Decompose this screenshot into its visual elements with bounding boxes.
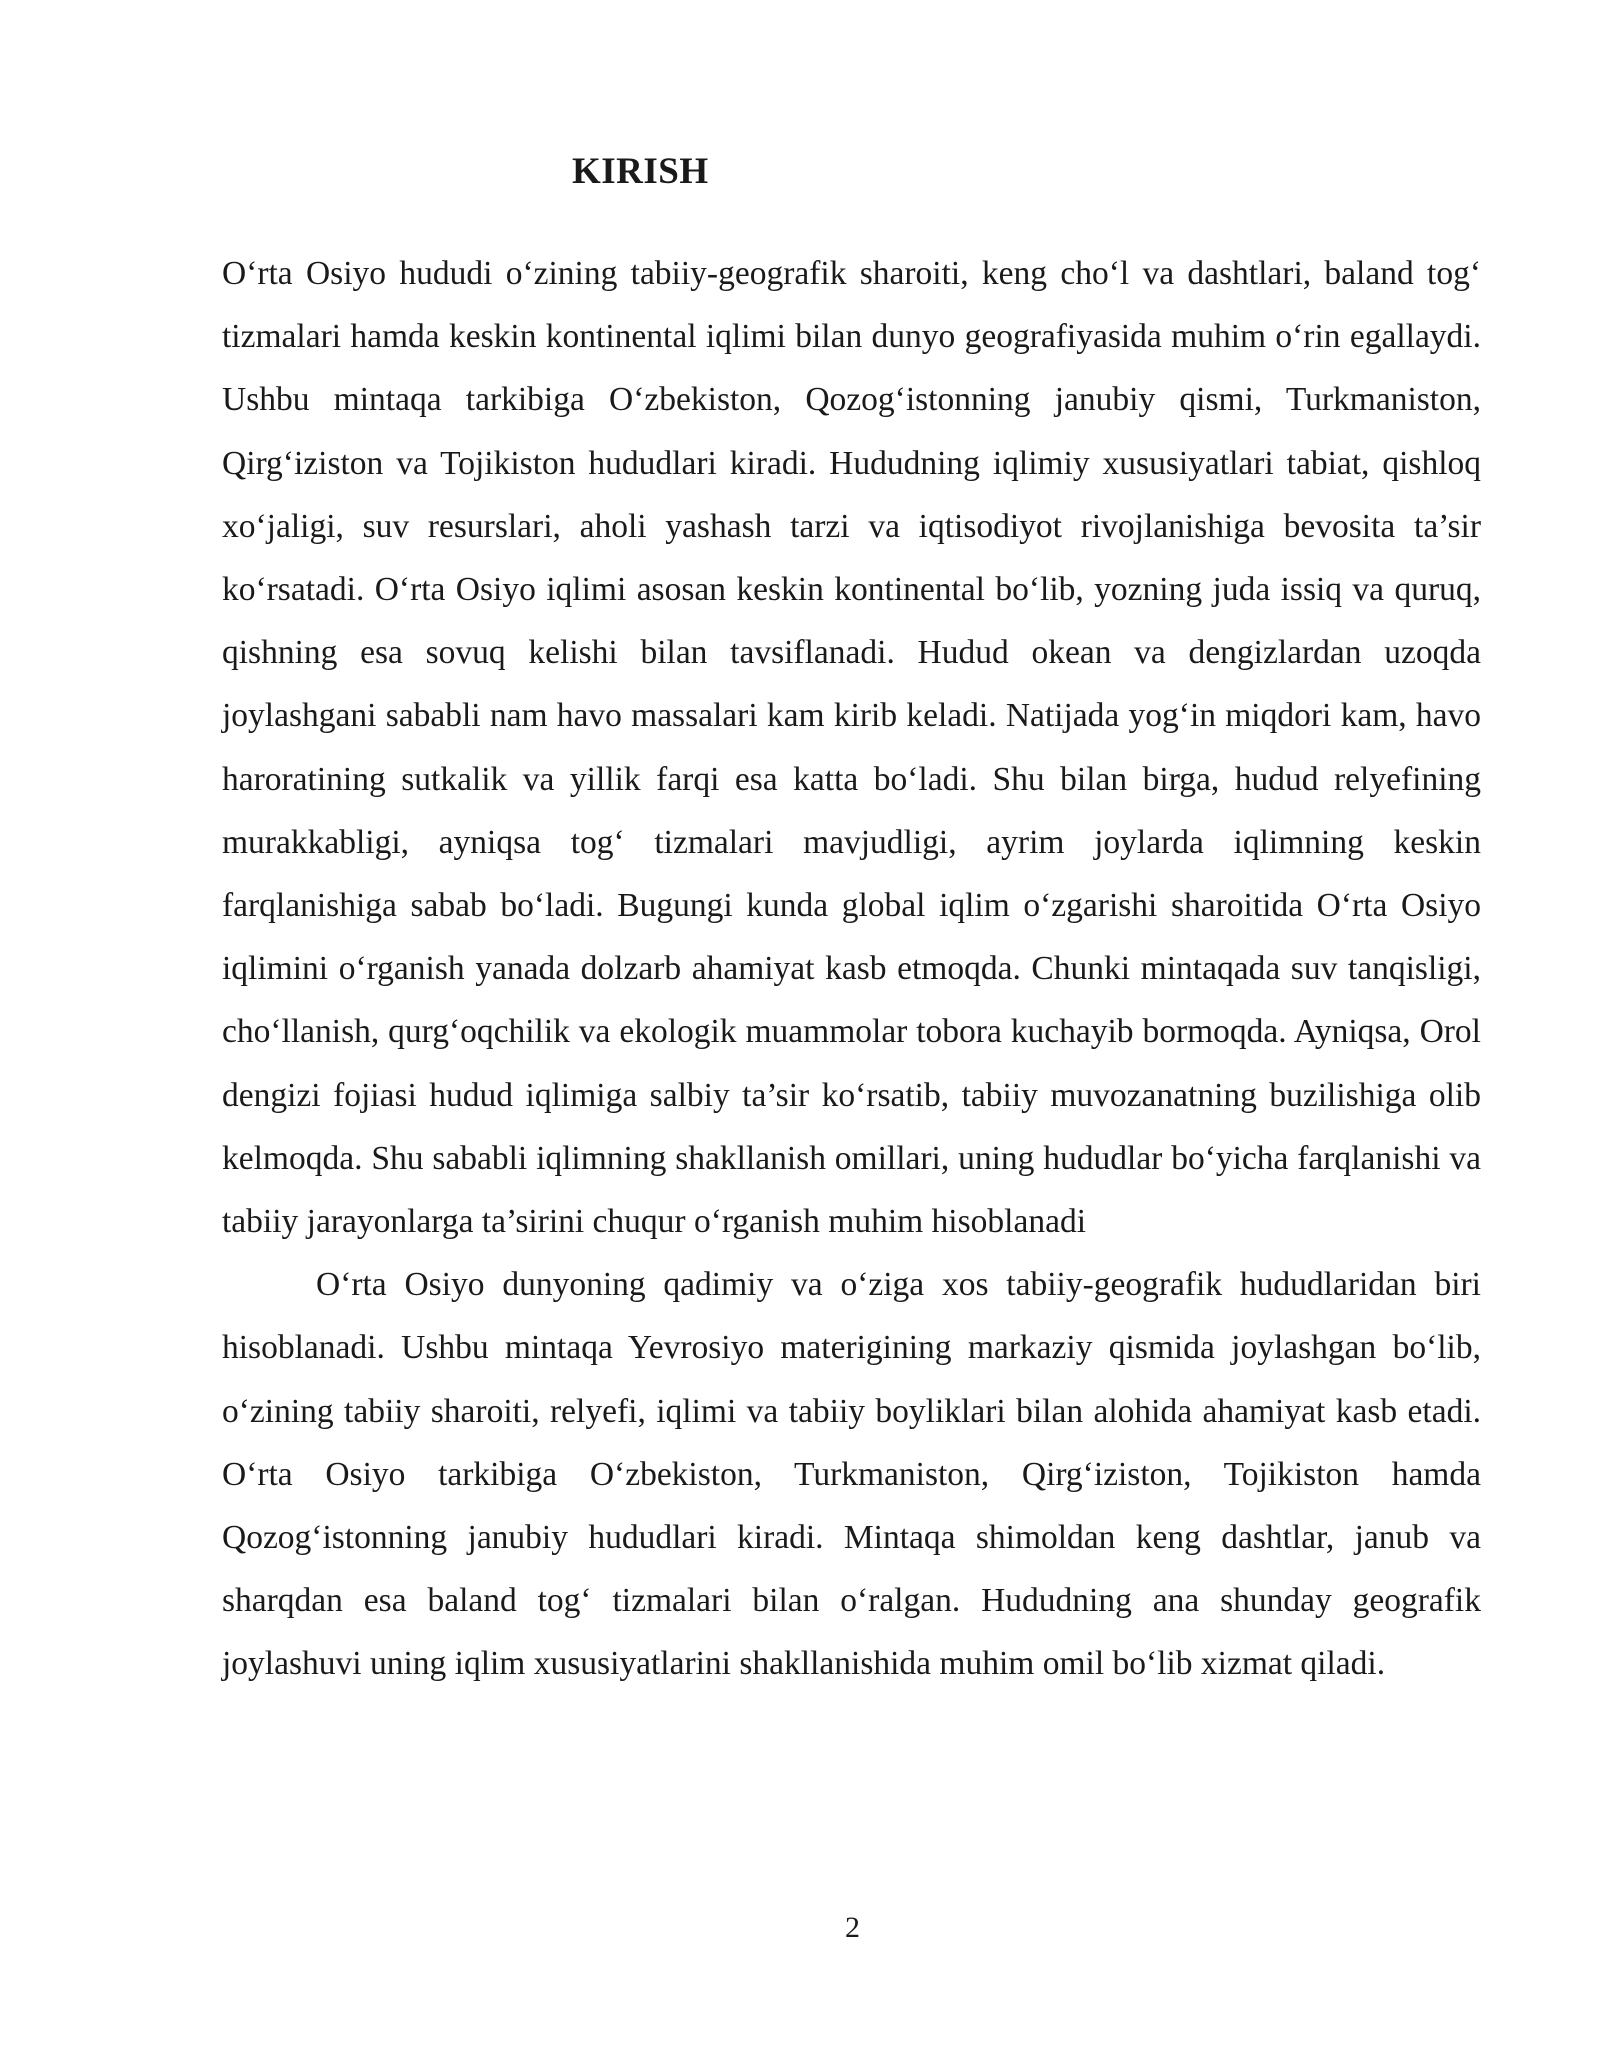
paragraph-1: O‘rta Osiyo hududi o‘zining tabiiy-geografik sharoiti, keng cho‘l va dashtlari, baland tog‘ tizmalari hamda keskin kontinental iqlimi bilan dunyo geografiyasida muhim o‘rin egallaydi. Ushbu mintaqa tarkibiga O‘zbekiston, Qozog‘istonning janubiy qismi, Turkmaniston, Qirg‘iziston va Tojikiston hududlari kiradi. Hududning iqlimiy xususiyatlari tabiat, qishloq xo‘jaligi, suv resurslari, aholi yashash tarzi va iqtisodiyot rivojlanishiga bevosita ta’sir ko‘rsatadi. O‘rta Osiyo iqlimi asosan keskin kontinental bo‘lib, yozning juda issiq va quruq, qishning esa sovuq kelishi bilan tavsiflanadi. Hudud okean va dengizlardan uzoqda joylashgani sababli nam havo massalari kam kirib keladi. Natijada yog‘in miqdori kam, havo haroratining sutkalik va yillik farqi esa katta bo‘ladi. Shu bilan birga, hudud relyefining murakkabligi, ayniqsa tog‘ tizmalari mavjudligi, ayrim joylarda iqlimning keskin farqlanishiga sabab bo‘ladi. Bugungi kunda global iqlim o‘zgarishi sharoitida O‘rta Osiyo iqlimini o‘rganish yanada dolzarb ahamiyat kasb etmoqda. Chunki mintaqada suv tanqisligi, cho‘llanish, qurg‘oqchilik va ekologik muammolar tobora kuchayib bormoqda. Ayniqsa, Orol dengizi fojiasi hudud iqlimiga salbiy ta’sir ko‘rsatib, tabiiy muvozanatning buzilishiga olib kelmoqda. Shu sababli iqlimning shakllanish omillari, uning hududlar bo‘yicha farqlanishi va tabiiy jarayonlarga ta’sirini chuqur o‘rganish muhim hisoblanadi <box>222 255 1481 1241</box>
body-text <box>222 242 1481 1696</box>
page-number: 2 <box>845 1911 860 1944</box>
paragraph-2: O‘rta Osiyo dunyoning qadimiy va o‘ziga xos tabiiy-geografik hududlaridan biri hisoblanadi. Ushbu mintaqa Yevrosiyo materigining markaziy qismida joylashgan bo‘lib, o‘zining tabiiy sharoiti, relyefi, iqlimi va tabiiy boyliklari bilan alohida ahamiyat kasb etadi. O‘rta Osiyo tarkibiga O‘zbekiston, Turkmaniston, Qirg‘iziston, Tojikiston hamda Qozog‘istonning janubiy hududlari kiradi. Mintaqa shimoldan keng dashtlar, janub va sharqdan esa baland tog‘ tizmalari bilan o‘ralgan. Hududning ana shunday geografik joylashuvi uning iqlim xususiyatlarini shakllanishida muhim omil bo‘lib xizmat qiladi. <box>222 1266 1481 1683</box>
page-title: KIRISH <box>572 151 709 192</box>
